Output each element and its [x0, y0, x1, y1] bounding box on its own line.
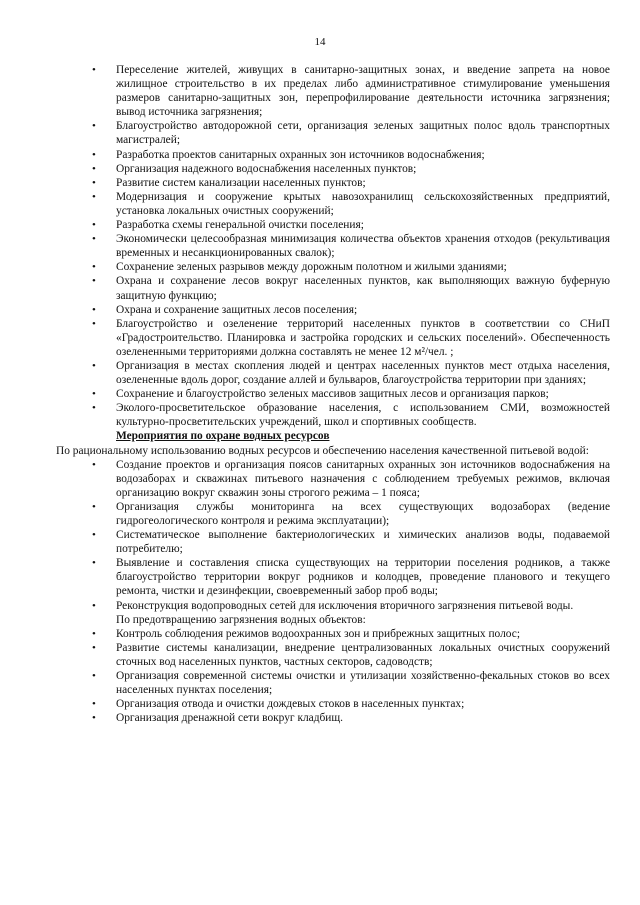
- water-use-measures-list: [88, 458, 610, 613]
- list-item: • Благоустройство и озеленение территорий населенных пунктов в соответствии со СНиП «Градостроительство. Планировка и застройка городских и сельских поселений». Обеспеченность озелененными территориями должна составлять не менее 12 м²/чел. ;: [88, 317, 610, 359]
- list-item: • Охрана и сохранение защитных лесов поселения;: [88, 303, 610, 317]
- list-item: • Охрана и сохранение лесов вокруг населенных пунктов, как выполняющих важную буферную защитную функцию;: [88, 274, 610, 302]
- list-item: • Развитие системы канализации, внедрение централизованных локальных очистных сооружений сточных вод населенных пунктов, частных секторов, садоводств;: [88, 641, 610, 669]
- list-item: • Модернизация и сооружение крытых навозохранилищ сельскохозяйственных предприятий, установка локальных очистных сооружений;: [88, 190, 610, 218]
- page-number: 14: [314, 36, 326, 48]
- list-item: • Организация в местах скопления людей и центрах населенных пунктов мест отдыха населения, озелененные вдоль дорог, создание аллей и бульваров, благоустройства территории при зданиях;: [88, 359, 610, 387]
- list-item: • Развитие систем канализации населенных пунктов;: [88, 176, 610, 190]
- list-item: • Сохранение зеленых разрывов между дорожным полотном и жилыми зданиями;: [88, 260, 610, 274]
- list-item: • Организация отвода и очистки дождевых стоков в населенных пунктах;: [88, 697, 610, 711]
- list-item: • Контроль соблюдения режимов водоохранных зон и прибрежных защитных полос;: [88, 627, 610, 641]
- list-item: • Благоустройство автодорожной сети, организация зеленых защитных полос вдоль транспортных магистралей;: [88, 119, 610, 147]
- document-body: [56, 63, 610, 725]
- section-intro: По рациональному использованию водных ресурсов и обеспечению населения качественной питьевой водой:: [56, 444, 589, 457]
- list-item: • Организация современной системы очистки и утилизации хозяйственно-фекальных стоков во всех населенных пунктах поселения;: [88, 669, 610, 697]
- list-item: • Разработка проектов санитарных охранных зон источников водоснабжения;: [88, 148, 610, 162]
- list-item: • Реконструкция водопроводных сетей для исключения вторичного загрязнения питьевой воды.: [88, 599, 610, 613]
- list-item: • Создание проектов и организация поясов санитарных охранных зон источников водоснабжения на водозаборах и скважинах питьевого назначения с соблюдением требуемых режимов, включая организацию вокруг скважин зоны строгого режима – 1 пояса;: [88, 458, 610, 500]
- list-item: • Экономически целесообразная минимизация количества объектов хранения отходов (рекультивация временных и несанкционированных свалок);: [88, 232, 610, 260]
- list-item: • Организация службы мониторинга на всех существующих водозаборах (ведение гидрогеологического контроля и режима эксплуатации);: [88, 500, 610, 528]
- subsection-intro: По предотвращению загрязнения водных объектов:: [116, 613, 366, 626]
- list-item: • Систематическое выполнение бактериологических и химических анализов воды, подаваемой потребителю;: [88, 528, 610, 556]
- list-item: • Эколого-просветительское образование населения, с использованием СМИ, возможностей культурно-просветительских учреждений, школ и спортивных сообществ.: [88, 401, 610, 429]
- environmental-measures-list: [88, 63, 610, 429]
- list-item: • Сохранение и благоустройство зеленых массивов защитных лесов и организация парков;: [88, 387, 610, 401]
- list-item: • Организация надежного водоснабжения населенных пунктов;: [88, 162, 610, 176]
- list-item: • Организация дренажной сети вокруг кладбищ.: [88, 711, 610, 725]
- list-item: • Разработка схемы генеральной очистки поселения;: [88, 218, 610, 232]
- section-heading: Мероприятия по охране водных ресурсов: [116, 430, 330, 443]
- list-item: • Выявление и составления списка существующих на территории поселения родников, а также благоустройство территории вокруг родников и колодцев, проведение планового и текущего ремонта, чистки и дезинфекции, своевременный забор проб воды;: [88, 556, 610, 598]
- pollution-prevention-list: [88, 627, 610, 726]
- list-item: • Переселение жителей, живущих в санитарно-защитных зонах, и введение запрета на новое жилищное строительство в их пределах либо административное стимулирование уменьшения размеров санитарно-защитных зон, перепрофилирование деятельности источника загрязнения; вывод источника загрязнения;: [88, 63, 610, 119]
